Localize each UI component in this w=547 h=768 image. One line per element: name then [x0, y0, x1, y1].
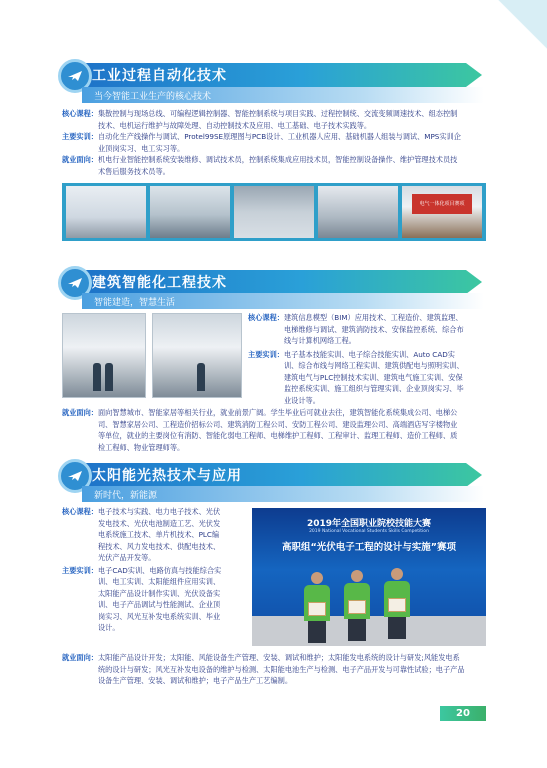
text-line: 设计。: [97, 623, 120, 632]
section-header-automation: [58, 61, 486, 89]
text-line: 电子技术与实践、电力电子技术、光伏: [97, 507, 221, 516]
certificate: [388, 598, 406, 612]
section-subtitle: 当今智能工业生产的核心技术: [94, 92, 212, 102]
training-text: [98, 565, 248, 634]
core-courses-text: [98, 506, 248, 564]
employment-text: [98, 154, 488, 177]
text-line: 自动化生产线操作与调试、Protel99SE原理图与PCB设计、工业机器人应用、基础机器人组装与调试、MPS实训企: [97, 132, 461, 141]
text-line: 训、电子产品调试与性能测试、企业顶: [97, 600, 221, 609]
text-line: 训、综合布线与网络工程实训、建筑供配电与照明实训、: [283, 361, 464, 370]
photo-control-cabinets: [150, 186, 230, 238]
core-courses-row: [248, 312, 488, 347]
core-courses-row: [62, 108, 488, 131]
text-line: 线与计算机网络工程。: [283, 336, 356, 345]
text-line: 太阳能产品设计制作实训、光伏设备实: [97, 588, 221, 598]
text-line: 电子CAD实训、电路仿真与技能综合实: [97, 565, 222, 575]
text-line: 设备生产管理、安装、调试和维护；电子产品生产工艺编制。: [97, 676, 293, 685]
text-line: 面向智慧城市、智能家居等相关行业，就业前景广阔。学生毕业后可就业去往，建筑智能化系统集成公司、电梯公: [97, 408, 458, 417]
text-line: 光伏产品开发等。: [97, 553, 156, 562]
photo-lab-board: [66, 186, 146, 238]
core-courses-text: [98, 108, 488, 131]
section-subtitle-bar: [82, 87, 484, 103]
text-line: 检工程师、物业管理师等。: [97, 442, 185, 452]
section-subtitle-bar: [82, 486, 484, 502]
core-courses-text: [284, 312, 488, 347]
text-line: 建筑电气与PLC控制技术实训、建筑电气施工实训、安保: [283, 372, 463, 382]
text-line: 电子基本技能实训、电子综合技能实训、Auto CAD实: [283, 349, 455, 359]
text-line: 术售后服务技术员等。: [97, 166, 170, 176]
certificate: [308, 602, 326, 616]
text-line: 集散控制与现场总线、可编程逻辑控制器、智能控制系统与项目实践、过程控制统、交流变频调速技术、组态控制: [97, 109, 458, 118]
text-line: 岗实习、风光互补发电系统实训、毕业: [97, 611, 221, 621]
text-line: 建筑信息模型（BIM）应用技术、工程造价、建筑监理、: [283, 313, 463, 322]
section-subtitle: 智能建造，智慧生活: [94, 298, 176, 308]
award-banner: [412, 194, 472, 214]
employment-label: 就业面向：: [62, 653, 98, 662]
training-row: [248, 349, 488, 407]
building-employment: [62, 407, 488, 453]
text-line: 业设计等。: [283, 395, 320, 405]
text-line: 司、智慧家居公司、工程造价招标公司、建筑消防工程公司、安防工程公司、建设监理公司、高端酒店写字楼物业: [97, 419, 458, 429]
competition-english: 2019 National Vocational Students Skills Competition: [309, 529, 429, 534]
competition-event: 高职组“光伏电子工程的设计与实施”赛项: [282, 542, 456, 553]
text-line: 电系统施工技术、单片机技术、PLC编: [97, 530, 220, 539]
photo-lab-hall: [234, 186, 314, 238]
person-figure: [197, 363, 205, 391]
award-banner-text: 电气一体化项目赛项: [419, 201, 465, 207]
person-figure: [105, 363, 113, 391]
text-line: 技术、电机运行维护与故障处理、自动控制技术及应用、电工基础、电子技术实践等。: [97, 120, 372, 130]
employment-row: [62, 652, 488, 687]
page-number: 20: [440, 706, 486, 721]
employment-text: [98, 652, 488, 687]
employment-label: 就业面向：: [62, 155, 98, 164]
training-label: 主要实训：: [62, 132, 98, 141]
section-header-building: [58, 268, 486, 296]
building-details-right: [248, 312, 488, 406]
training-label: 主要实训：: [248, 349, 284, 359]
competition-year-title: 2019年全国职业院校技能大赛: [306, 519, 432, 529]
employment-label: 就业面向：: [62, 408, 98, 417]
section-subtitle: 新时代，新能源: [94, 491, 158, 501]
text-line: 监控系统实训、施工组织与管理实训、企业顶岗实习、毕: [283, 384, 464, 393]
text-line: 等单位，就业的主要岗位有消防、智能化弱电工程师、电梯维护工程师、工程审计、监理工程师、造价工程师、质: [97, 431, 458, 440]
text-line: 程技术、风力发电技术、供配电技术、: [97, 541, 221, 551]
text-line: 太阳能产品设计开发；太阳能、风能设备生产管理、安装、调试和维护；太阳能发电系统的设计与研发;风能发电系: [97, 653, 460, 662]
employment-row: [62, 154, 488, 177]
competition-photo: [252, 508, 486, 646]
section-title: 太阳能光热技术与应用: [92, 468, 242, 484]
core-courses-label: 核心课程：: [248, 313, 284, 322]
section-header-solar: [58, 461, 486, 489]
section-title: 工业过程自动化技术: [92, 68, 227, 84]
text-line: 业顶岗实习、电工实习等。: [97, 143, 185, 153]
text-line: 训、电工实训、太阳能组件应用实训、: [97, 577, 221, 586]
photo-equipment: [318, 186, 398, 238]
training-text: [284, 349, 488, 407]
solar-employment: [62, 652, 488, 687]
text-line: 电梯维修与调试、建筑消防技术、安保监控系统、综合布: [283, 324, 464, 334]
photo-switchgear: [152, 313, 242, 398]
training-text: [98, 131, 488, 154]
student-figure: [384, 568, 410, 639]
employment-text: [98, 407, 488, 453]
photo-strip: [62, 183, 486, 241]
employment-row: [62, 407, 488, 453]
text-line: 发电技术、光伏电池制造工艺、光伏发: [97, 518, 221, 528]
corner-decoration: [487, 0, 547, 60]
student-figure: [344, 570, 370, 641]
photo-distribution-room: [62, 313, 146, 398]
solar-details-left: [62, 506, 248, 634]
core-courses-label: 核心课程：: [62, 507, 98, 516]
core-courses-row: [62, 506, 248, 564]
section-subtitle-bar: [82, 293, 484, 309]
text-line: 机电行业智能控制系统安装维修、调试技术员，控制系统集成应用技术员，智能控制设备操作、维护管理技术员技: [97, 155, 458, 164]
student-figure: [304, 572, 330, 643]
core-courses-label: 核心课程：: [62, 109, 98, 118]
training-label: 主要实训：: [62, 565, 98, 575]
photo-award: [402, 186, 482, 238]
automation-details: [62, 108, 488, 177]
certificate: [348, 600, 366, 614]
training-row: [62, 565, 248, 634]
person-figure: [93, 363, 101, 391]
training-row: [62, 131, 488, 154]
text-line: 统的设计与研发；风光互补发电设备的维护与检测、太阳能电池生产与检测、电子产品开发与可靠性试验；电子产品: [97, 664, 465, 674]
section-title: 建筑智能化工程技术: [92, 275, 227, 291]
